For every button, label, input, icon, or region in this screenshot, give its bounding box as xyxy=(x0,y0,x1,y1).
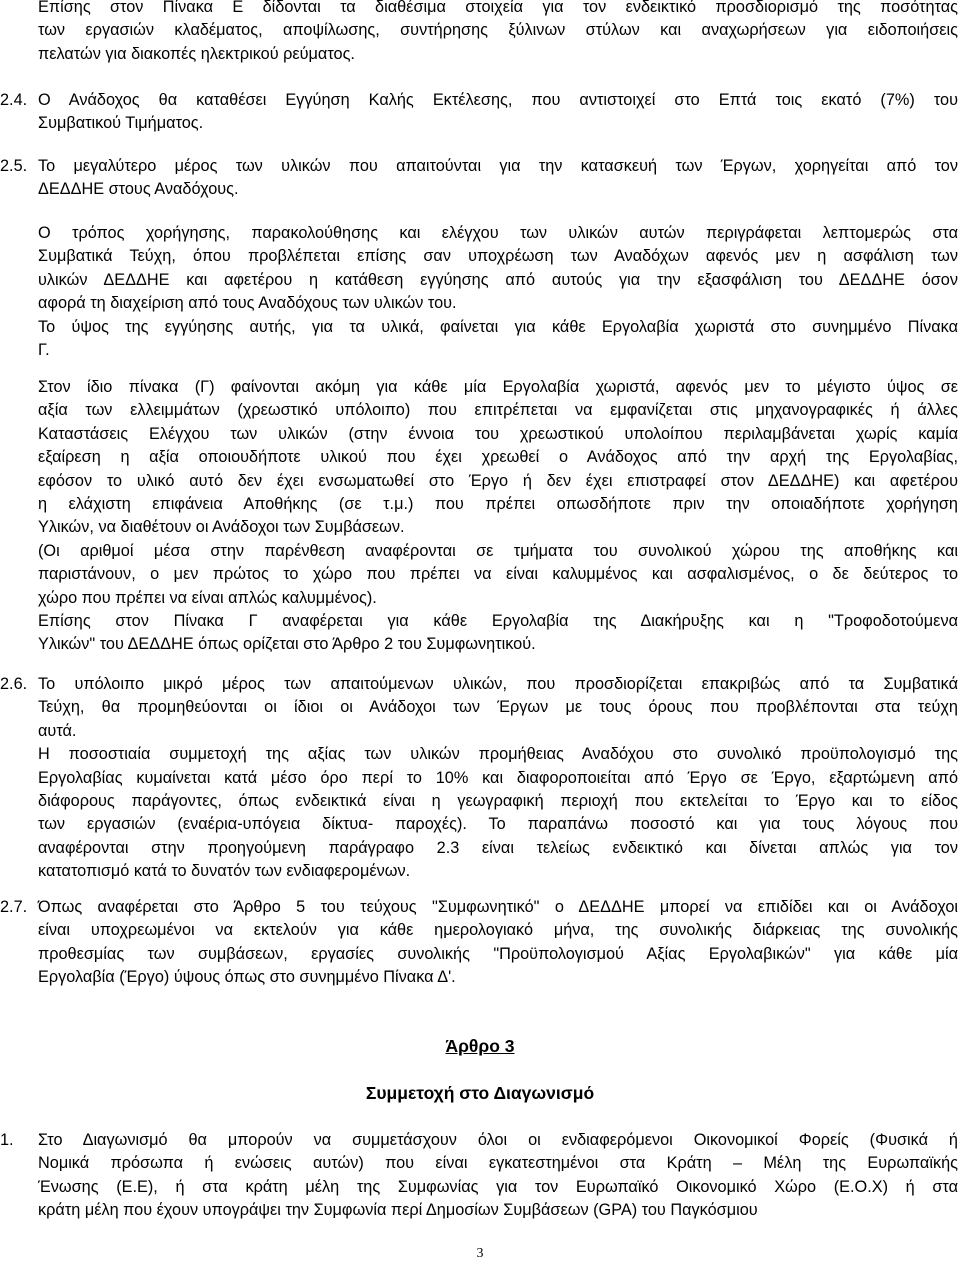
text-line: Το μεγαλύτερο μέρος των υλικών που απαιτούνται για την κατασκευή των Έργων, χορηγείται από τον xyxy=(38,157,958,175)
text-line: Ένωσης (Ε.Ε), ή στα κράτη μέλη της Συμφωνίας για τον Ευρωπαϊκό Οικονομικό Χώρο (Ε.Ο.Χ) ή στα xyxy=(38,1177,958,1196)
text-line: Συμβατικά Τεύχη, όπου προβλέπεται επίσης σαν υποχρέωση των Αναδόχων αφενός μεν η ασφάλιση των xyxy=(38,247,958,266)
text-line: Συμβατικού Τιμήματος. xyxy=(38,114,204,133)
text-line: Τεύχη, θα προμηθεύονται οι ίδιοι οι Ανάδοχοι των Έργων με τους όρους που προβλέπονται στα τεύχη xyxy=(38,698,958,717)
text-line: χώρο που πρέπει να είναι απλώς καλυμμένος). xyxy=(38,588,377,607)
warehouse-paragraph xyxy=(38,376,958,657)
text-line: Στο Διαγωνισμό θα μπορούν να συμμετάσχουν όλοι οι ενδιαφερόμενοι Οικονομικοί Φορείς (Φυσικά ή xyxy=(38,1131,958,1149)
text-line: Νομικά πρόσωπα ή ενώσεις αυτών) που είναι εγκατεστημένοι στα Κράτη – Μέλη της Ευρωπαϊκής xyxy=(38,1154,958,1173)
text-line: εξαίρεση η αξία οποιουδήποτε υλικού που έχει χρεωθεί ο Ανάδοχος από την αρχή της Εργολαβίας, xyxy=(38,448,958,467)
text-line: Υλικών, να διαθέτουν οι Ανάδοχοι των Συμβάσεων. xyxy=(38,518,405,537)
text-line: αξία των ελλειμμάτων (χρεωστικό υπόλοιπο) που επιτρέπεται να εμφανίζεται στις μηχανογραφικές ή άλλες xyxy=(38,401,958,420)
text-line: εφόσον το υλικό αυτό δεν έχει ενσωματωθεί στο Έργο ή δεν έχει επιστραφεί στον ΔΕΔΔΗΕ) και αφετέρου xyxy=(38,471,958,490)
section-2-6-text xyxy=(38,673,958,884)
text-line: (Οι αριθμοί μέσα στην παρένθεση αναφέρονται σε τμήματα του συνολικού χώρου της αποθήκης και xyxy=(38,541,958,560)
intro-paragraph xyxy=(38,0,958,66)
article-subtitle: Συμμετοχή στο Διαγωνισμό xyxy=(365,1083,595,1103)
text-line: αναφέρονται στην προηγούμενη παράγραφο 2.3 είναι τελείως ενδεικτικό και δίνεται απλώς για τον xyxy=(38,838,958,857)
text-line: των εργασιών (εναέρια-υπόγεια δίκτυα- παροχές). Το παραπάνω ποσοστό και για τους λόγους που xyxy=(38,815,958,834)
text-line: ΔΕΔΔΗΕ στους Αναδόχους. xyxy=(38,180,239,199)
section-2-4-text xyxy=(38,89,958,136)
text-line: κράτη μέλη που έχουν υπογράψει την Συμφωνία περί Δημοσίων Συμβάσεων (GPA) του Παγκόσμιου xyxy=(38,1201,758,1220)
text-line: Υλικών" του ΔΕΔΔΗΕ όπως ορίζεται στο Άρθρο 2 του Συμφωνητικού. xyxy=(38,635,536,654)
article-title xyxy=(0,1034,960,1058)
text-line: Εργολαβίας κυμαίνεται κατά μέσο όρο περί το 10% και διαφοροποιείται από Έργο σε Έργο, εξαρτώμενη από xyxy=(38,768,958,787)
text-line: αυτά. xyxy=(38,721,77,740)
article-title-text: Άρθρο 3 xyxy=(445,1036,515,1056)
text-line: Στον ίδιο πίνακα (Γ) φαίνονται ακόμη για κάθε μία Εργολαβία χωριστά, αφενός μεν το μέγιστο ύψος σε xyxy=(38,378,958,396)
text-line: Το υπόλοιπο μικρό μέρος των απαιτούμενων υλικών, που προσδιορίζεται επακριβώς από τα Συμβατικά xyxy=(38,675,958,693)
text-line: Επίσης στον Πίνακα Γ αναφέρεται για κάθε Εργολαβία της Διακήρυξης και η "Τροφοδοτούμενα xyxy=(38,611,958,630)
clause-number-1: 1. xyxy=(0,1131,14,1149)
text-line: προθεσμίας των συμβάσεων, εργασίες συνολικής "Προϋπολογισμού Αξίας Εργολαβικών" για κάθε μία xyxy=(38,944,958,963)
text-line: υλικών ΔΕΔΔΗΕ και αφετέρου η κατάθεση εγγύησης από αυτούς για την εξασφάλιση του ΔΕΔΔΗΕ όσον xyxy=(38,270,958,289)
section-number-2-5: 2.5. xyxy=(0,157,28,175)
section-2-5-text xyxy=(38,155,958,202)
text-line: η ελάχιστη επιφάνεια Αποθήκης (σε τ.μ.) που πρέπει οπωσδήποτε πριν την οποιαδήποτε χορήγηση xyxy=(38,494,958,513)
text-line: Ο τρόπος χορήγησης, παρακολούθησης και ελέγχου των υλικών αυτών περιγράφεται λεπτομερώς στα xyxy=(38,224,958,242)
text-line: Ο Ανάδοχος θα καταθέσει Εγγύηση Καλής Εκτέλεσης, που αντιστοιχεί στο Επτά τοις εκατό (7%) του xyxy=(38,91,958,109)
section-2-7-text xyxy=(38,896,958,990)
section-number-2-6: 2.6. xyxy=(0,675,28,693)
text-line: Επίσης στον Πίνακα Ε δίδονται τα διαθέσιμα στοιχεία για τον ενδεικτικό προσδιορισμό της ποσότητας xyxy=(38,0,958,16)
text-line: κατατοπισμό κατά το δυνατόν των ενδιαφερομένων. xyxy=(38,862,411,881)
clause-1-text xyxy=(38,1129,958,1223)
text-line: Η ποσοστιαία συμμετοχή της αξίας των υλικών προμήθειας Αναδόχου στο συνολικό προϋπολογισμό της xyxy=(38,745,958,764)
text-line: πελατών για διακοπές ηλεκτρικού ρεύματος. xyxy=(38,44,355,63)
text-line: παριστάνουν, ο μεν πρώτος το χώρο που πρέπει να είναι καλυμμένος και ασφαλισμένος, ο δε δεύτερος το xyxy=(38,565,958,584)
text-line: Όπως αναφέρεται στο Άρθρο 5 του τεύχους "Συμφωνητικό" ο ΔΕΔΔΗΕ μπορεί να επιδίδει και οι Ανάδοχοι xyxy=(38,898,958,916)
text-line: αφορά τη διαχείριση από τους Αναδόχους των υλικών του. xyxy=(38,294,457,313)
text-line: Εργολαβία (Έργο) ύψους όπως στο συνημμένο Πίνακα Δ'. xyxy=(38,968,456,987)
text-line: είναι υποχρεωμένοι να εκτελούν για κάθε ημερολογιακό μήνα, της συνολικής διάρκειας της συνολικής xyxy=(38,921,958,940)
text-line: των εργασιών κλαδέματος, αποψίλωσης, συντήρησης ξύλινων στύλων και αναχωρήσεων για ειδοποιήσεις xyxy=(38,21,958,40)
page-number: 3 xyxy=(476,1246,484,1261)
text-line: Το ύψος της εγγύησης αυτής, για τα υλικά, φαίνεται για κάθε Εργολαβία χωριστά στο συνημμένο Πίνακα xyxy=(38,317,958,336)
section-number-2-7: 2.7. xyxy=(0,898,28,916)
section-number-2-4: 2.4. xyxy=(0,91,28,109)
materials-paragraph xyxy=(38,222,958,362)
text-line: Γ. xyxy=(38,340,50,359)
text-line: διάφορους παράγοντες, όπως ενδεικτικά είναι η γεωγραφική περιοχή που εκτελείται το Έργο και το είδος xyxy=(38,791,958,810)
text-line: Καταστάσεις Ελέγχου των υλικών (στην έννοια του χρεωστικού υπολοίπου περιλαμβάνεται χωρίς καμία xyxy=(38,424,958,443)
